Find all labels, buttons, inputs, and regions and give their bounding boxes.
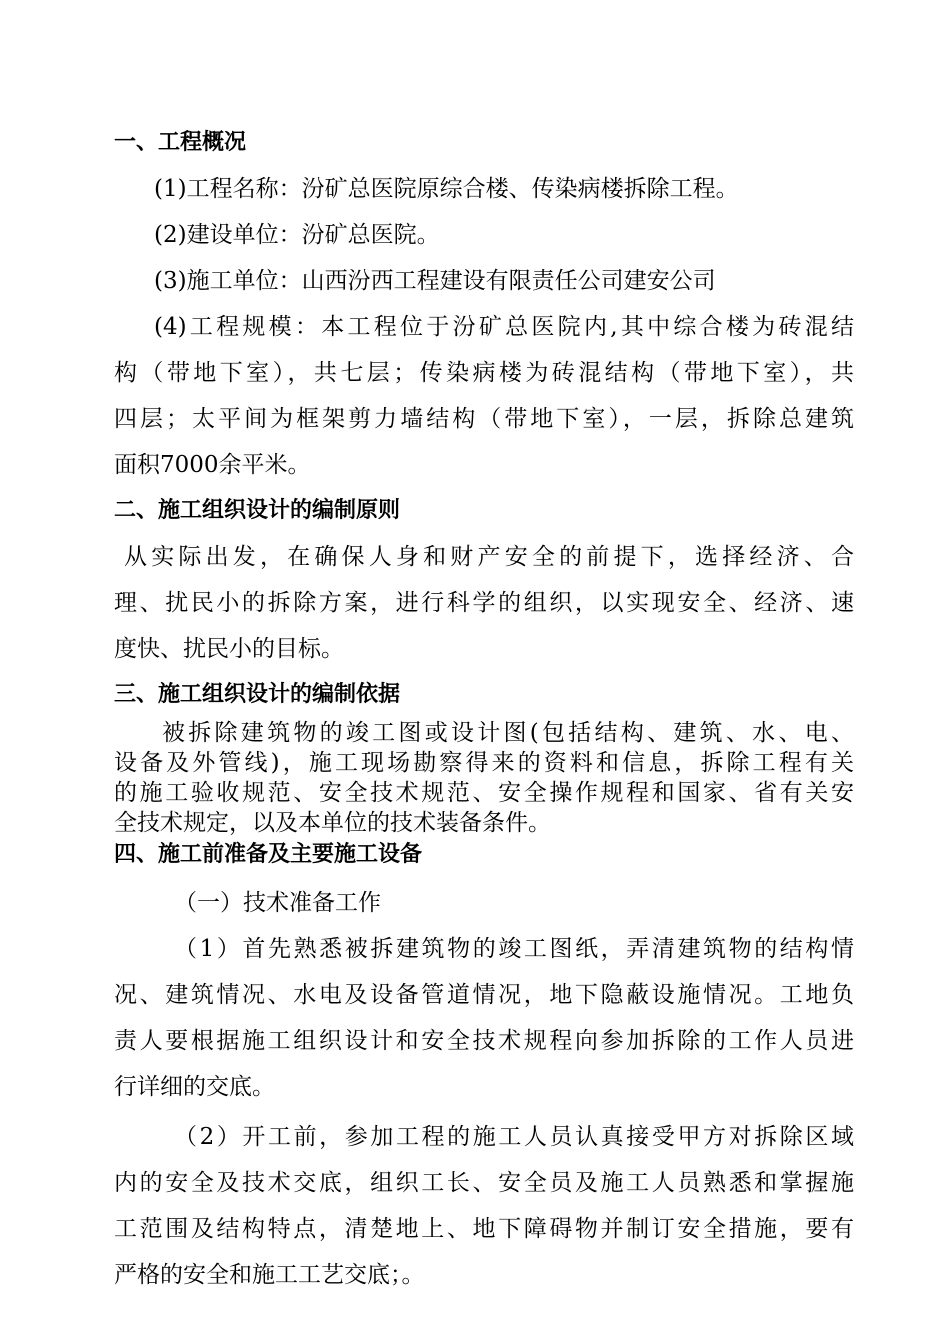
paragraph-line: 况、建筑情况、水电及设备管道情况，地下隐蔽设施情况。工地负 <box>114 982 854 1008</box>
paragraph-line: 行详细的交底。 <box>114 1074 275 1100</box>
paragraph-line: 设备及外管线)，施工现场勘察得来的资料和信息，拆除工程有关 <box>114 750 854 776</box>
paragraph-line: 全技术规定，以及本单位的技术装备条件。 <box>114 810 551 836</box>
paragraph-line: 工范围及结构特点，清楚地上、地下障碍物并制订安全措施，要有 <box>114 1216 854 1242</box>
subsection-heading: （一）技术准备工作 <box>174 890 381 916</box>
paragraph-line: 构（带地下室），共七层；传染病楼为砖混结构（带地下室），共 <box>114 360 854 386</box>
paragraph-line: 责人要根据施工组织设计和安全技术规程向参加拆除的工作人员进 <box>114 1028 854 1054</box>
paragraph-line: 理、扰民小的拆除方案，进行科学的组织，以实现安全、经济、速 <box>114 590 854 616</box>
paragraph-line: (2)建设单位：汾矿总医院。 <box>154 222 440 248</box>
paragraph-line: (1)工程名称：汾矿总医院原综合楼、传染病楼拆除工程。 <box>154 176 739 202</box>
paragraph-line: 四层；太平间为框架剪力墙结构（带地下室），一层，拆除总建筑 <box>114 406 854 432</box>
section-heading-principles: 二、施工组织设计的编制原则 <box>114 498 401 523</box>
paragraph-line: 从实际出发，在确保人身和财产安全的前提下，选择经济、合 <box>124 544 854 570</box>
paragraph-line: 面积7000余平米。 <box>114 452 311 478</box>
section-heading-overview: 一、工程概况 <box>114 130 247 155</box>
paragraph-line: (3)施工单位：山西汾西工程建设有限责任公司建安公司 <box>154 268 716 294</box>
paragraph-line: （2）开工前，参加工程的施工人员认真接受甲方对拆除区域 <box>174 1124 854 1150</box>
paragraph-line: 度快、扰民小的目标。 <box>114 636 344 662</box>
paragraph-line: （1）首先熟悉被拆建筑物的竣工图纸，弄清建筑物的结构情 <box>174 936 854 962</box>
paragraph-line: 的施工验收规范、安全技术规范、安全操作规程和国家、省有关安 <box>114 780 854 806</box>
paragraph-line: 严格的安全和施工工艺交底；。 <box>114 1262 425 1288</box>
paragraph-line: 内的安全及技术交底，组织工长、安全员及施工人员熟悉和掌握施 <box>114 1170 854 1196</box>
section-heading-preparation: 四、施工前准备及主要施工设备 <box>114 842 423 867</box>
paragraph-line: (4)工程规模：本工程位于汾矿总医院内,其中综合楼为砖混结 <box>154 314 854 340</box>
paragraph-line: 被拆除建筑物的竣工图或设计图(包括结构、建筑、水、电、 <box>162 720 854 746</box>
document-page <box>114 120 854 1298</box>
section-heading-basis: 三、施工组织设计的编制依据 <box>114 682 401 707</box>
